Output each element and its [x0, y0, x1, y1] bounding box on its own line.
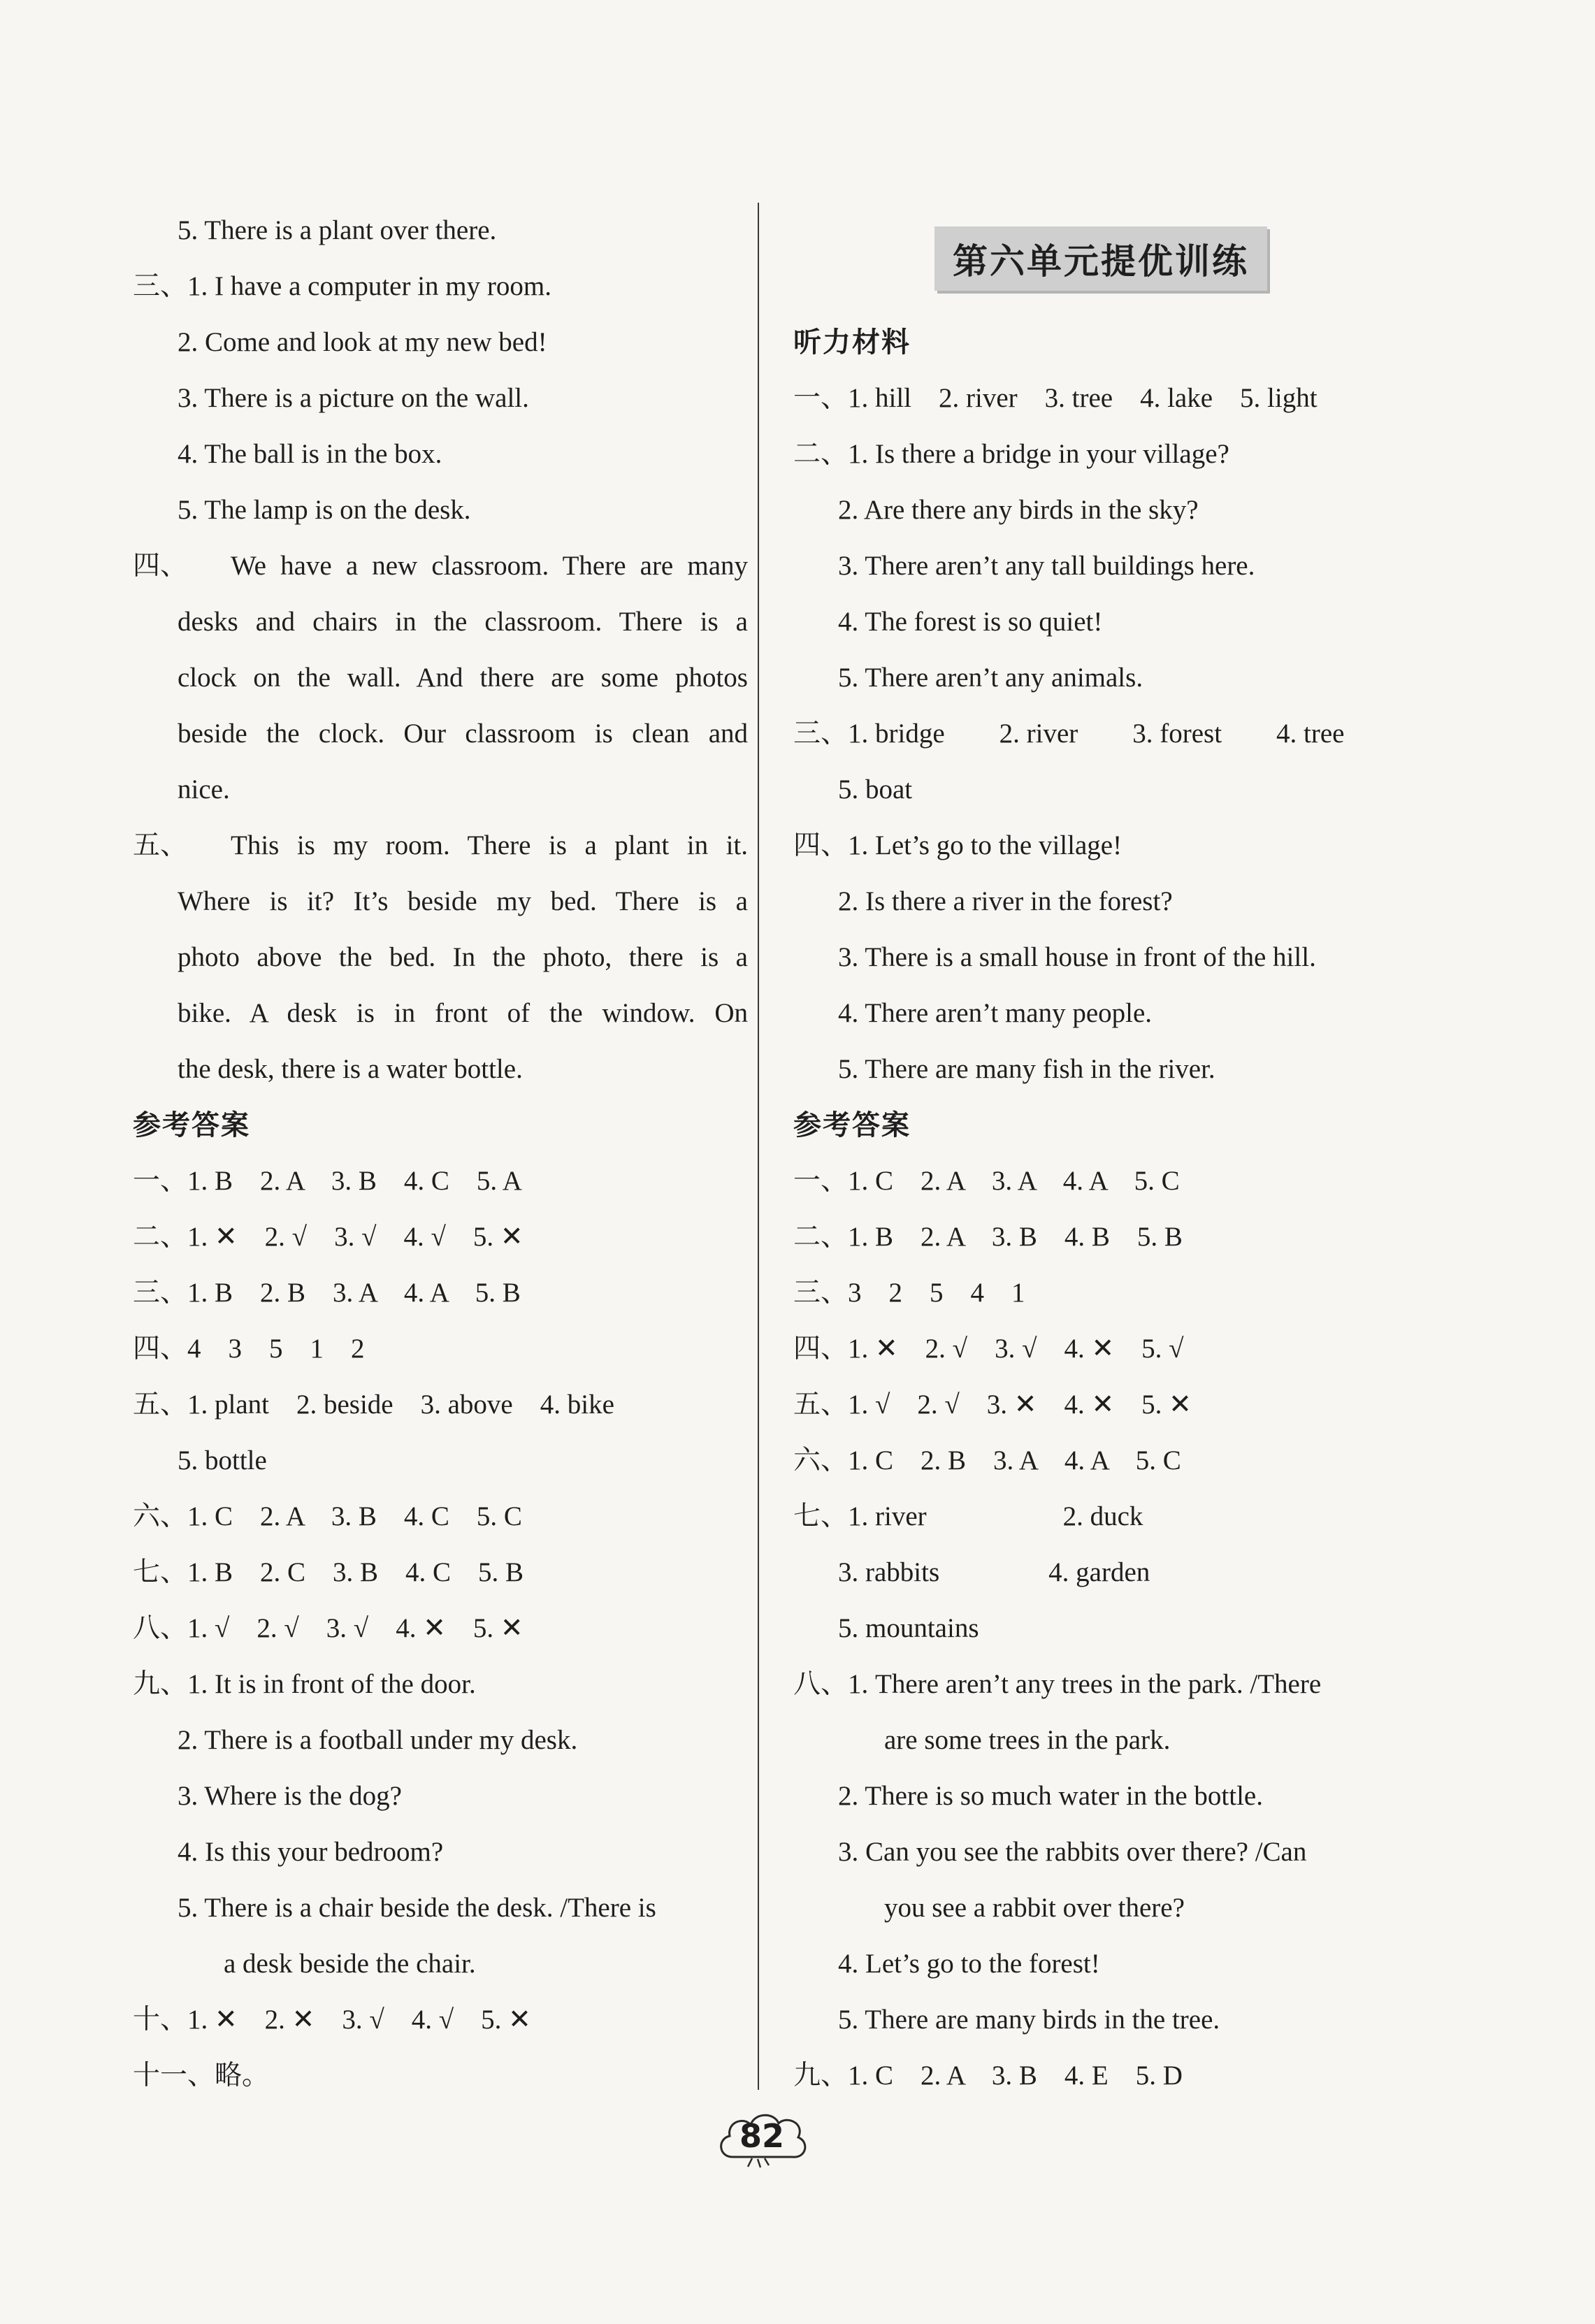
text-line: 九、1. C 2. A 3. B 4. E 5. D: [793, 2060, 1183, 2091]
text-line: the desk, there is a water bottle.: [178, 1054, 523, 1084]
text-line: 三、1. I have a computer in my room.: [133, 271, 551, 301]
text-line: 一、1. B 2. A 3. B 4. C 5. A: [133, 1166, 522, 1196]
unit-title-banner: [793, 203, 1408, 315]
text-line: 六、1. C 2. B 3. A 4. A 5. C: [793, 1445, 1181, 1475]
text-line: 四、1. Let’s go to the village!: [793, 830, 1123, 860]
text-line: 2. There is so much water in the bottle.: [838, 1781, 1263, 1811]
text-line: desks and chairs in the classroom. There is a: [178, 607, 748, 637]
text-line: 3. rabbits 4. garden: [838, 1557, 1150, 1587]
text-line: 5. The lamp is on the desk.: [178, 495, 471, 525]
section-heading: 参考答案: [133, 1109, 250, 1141]
text-line: 三、1. B 2. B 3. A 4. A 5. B: [133, 1278, 521, 1308]
text-line: 三、1. bridge 2. river 3. forest 4. tree: [793, 719, 1345, 749]
text-line: 3. Where is the dog?: [178, 1781, 402, 1811]
left-column: [133, 203, 748, 2104]
text-line: [133, 818, 748, 874]
text-line: 3. Can you see the rabbits over there? /Can: [838, 1837, 1307, 1867]
text-line: 2. Are there any birds in the sky?: [838, 495, 1199, 525]
text-line: 二、1. ✕ 2. √ 3. √ 4. √ 5. ✕: [133, 1222, 524, 1252]
item-text: We have a new classroom. There are many: [231, 551, 748, 581]
column-divider: [758, 203, 759, 2090]
text-line: 4. The forest is so quiet!: [838, 607, 1103, 637]
text-line: 5. There aren’t any animals.: [838, 663, 1143, 693]
section-heading: 听力材料: [793, 326, 911, 359]
text-line: beside the clock. Our classroom is clean and: [178, 719, 748, 749]
page-number-badge: [713, 2102, 811, 2179]
text-line: 三、3 2 5 4 1: [793, 1278, 1025, 1308]
text-line: 3. There is a small house in front of the hill.: [838, 942, 1316, 972]
text-line: 一、1. hill 2. river 3. tree 4. lake 5. light: [793, 383, 1318, 413]
text-line: 八、1. There aren’t any trees in the park. /There: [793, 1669, 1322, 1699]
text-line: 九、1. It is in front of the door.: [133, 1669, 476, 1699]
text-line: 七、1. river 2. duck: [793, 1501, 1143, 1531]
text-line: 5. There are many fish in the river.: [838, 1054, 1215, 1084]
text-line: 二、1. Is there a bridge in your village?: [793, 439, 1229, 469]
text-line: you see a rabbit over there?: [884, 1893, 1185, 1923]
text-line: photo above the bed. In the photo, there is a: [178, 942, 748, 972]
text-line: 七、1. B 2. C 3. B 4. C 5. B: [133, 1557, 524, 1587]
item-label: 五、: [133, 830, 188, 860]
text-line: 六、1. C 2. A 3. B 4. C 5. C: [133, 1501, 522, 1531]
text-line: [133, 538, 748, 594]
text-line: nice.: [178, 774, 230, 804]
text-line: a desk beside the chair.: [224, 1949, 476, 1979]
text-line: bike. A desk is in front of the window. On: [178, 998, 748, 1028]
item-label: 四、: [133, 551, 188, 581]
right-column: [793, 203, 1408, 2104]
text-line: 5. bottle: [178, 1445, 267, 1475]
text-line: 5. There are many birds in the tree.: [838, 2005, 1220, 2035]
text-line: 八、1. √ 2. √ 3. √ 4. ✕ 5. ✕: [133, 1613, 524, 1643]
text-line: 十、1. ✕ 2. ✕ 3. √ 4. √ 5. ✕: [133, 2005, 531, 2035]
text-line: 5. There is a chair beside the desk. /There is: [178, 1893, 656, 1923]
text-line: Where is it? It’s beside my bed. There is a: [178, 886, 748, 916]
page-number: 82: [739, 2116, 784, 2155]
text-line: 四、4 3 5 1 2: [133, 1334, 365, 1364]
text-line: 五、1. plant 2. beside 3. above 4. bike: [133, 1390, 614, 1420]
text-line: 4. The ball is in the box.: [178, 439, 442, 469]
text-line: 4. Is this your bedroom?: [178, 1837, 444, 1867]
text-line: 4. Let’s go to the forest!: [838, 1949, 1100, 1979]
text-line: 二、1. B 2. A 3. B 4. B 5. B: [793, 1222, 1183, 1252]
text-line: 5. There is a plant over there.: [178, 215, 497, 245]
unit-title: 第六单元提优训练: [934, 226, 1267, 291]
text-line: 2. There is a football under my desk.: [178, 1725, 578, 1755]
text-line: 2. Come and look at my new bed!: [178, 327, 547, 357]
text-line: 5. boat: [838, 774, 913, 804]
text-line: 2. Is there a river in the forest?: [838, 886, 1173, 916]
text-line: are some trees in the park.: [884, 1725, 1171, 1755]
text-line: 3. There aren’t any tall buildings here.: [838, 551, 1255, 581]
text-line: 一、1. C 2. A 3. A 4. A 5. C: [793, 1166, 1180, 1196]
text-line: 5. mountains: [838, 1613, 979, 1643]
text-line: 四、1. ✕ 2. √ 3. √ 4. ✕ 5. √: [793, 1334, 1184, 1364]
item-text: This is my room. There is a plant in it.: [231, 830, 748, 860]
section-heading: 参考答案: [793, 1109, 911, 1141]
text-line: 五、1. √ 2. √ 3. ✕ 4. ✕ 5. ✕: [793, 1390, 1192, 1420]
text-line: 十一、略。: [133, 2060, 270, 2091]
text-line: clock on the wall. And there are some photos: [178, 663, 748, 693]
text-line: 4. There aren’t many people.: [838, 998, 1153, 1028]
text-line: 3. There is a picture on the wall.: [178, 383, 529, 413]
